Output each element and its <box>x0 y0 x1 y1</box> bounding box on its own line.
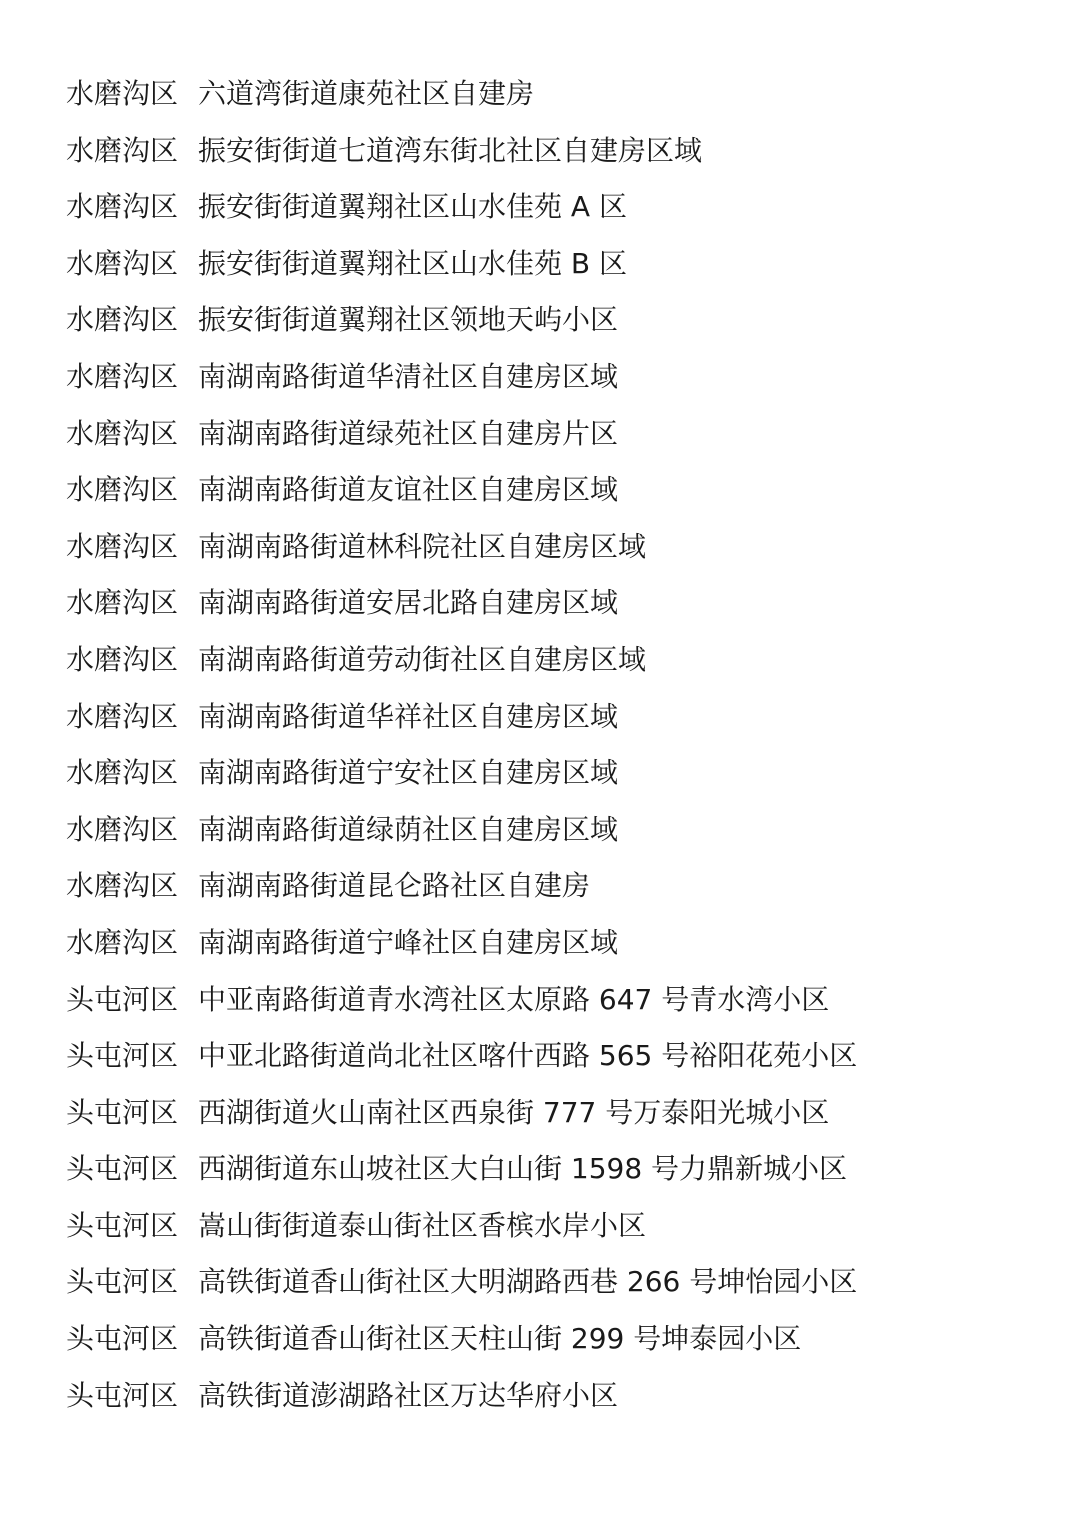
district-name: 水磨沟区 <box>66 190 179 224</box>
place-description: 南湖南路街道劳动街社区自建房区域 <box>198 642 647 676</box>
list-item <box>66 802 857 859</box>
list-item <box>66 575 857 632</box>
list-item <box>66 1311 857 1368</box>
list-item <box>66 236 857 293</box>
place-description: 南湖南路街道华清社区自建房区域 <box>198 359 619 393</box>
district-name: 水磨沟区 <box>66 246 179 280</box>
district-name: 头屯河区 <box>66 1208 179 1242</box>
list-item <box>66 179 857 236</box>
list-item <box>66 123 857 180</box>
district-name: 头屯河区 <box>66 1095 179 1129</box>
district-name: 水磨沟区 <box>66 812 179 846</box>
district-name: 水磨沟区 <box>66 642 179 676</box>
place-description: 六道湾街道康苑社区自建房 <box>198 77 535 110</box>
district-name: 头屯河区 <box>66 982 179 1016</box>
district-name: 水磨沟区 <box>66 473 179 507</box>
district-name: 头屯河区 <box>66 1378 179 1412</box>
district-name: 头屯河区 <box>66 1265 179 1299</box>
place-description: 嵩山街街道泰山街社区香槟水岸小区 <box>198 1208 647 1242</box>
place-description: 南湖南路街道安居北路自建房区域 <box>198 586 619 620</box>
district-name: 水磨沟区 <box>66 303 179 337</box>
list-item <box>66 1368 857 1425</box>
place-description: 振安街街道翼翔社区领地天屿小区 <box>198 303 619 337</box>
place-description: 高铁街道香山街社区天柱山街 299 号坤泰园小区 <box>198 1322 802 1356</box>
place-description: 南湖南路街道昆仑路社区自建房 <box>198 869 591 903</box>
list-item <box>66 292 857 349</box>
place-description: 南湖南路街道宁安社区自建房区域 <box>198 756 619 790</box>
list-item <box>66 1254 857 1311</box>
place-description: 振安街街道七道湾东街北社区自建房区域 <box>198 133 703 167</box>
place-description: 南湖南路街道绿荫社区自建房区域 <box>198 812 619 846</box>
place-description: 南湖南路街道林科院社区自建房区域 <box>198 529 647 563</box>
list-item <box>66 349 857 406</box>
place-description: 高铁街道澎湖路社区万达华府小区 <box>198 1378 619 1412</box>
list-item <box>66 66 857 123</box>
place-description: 南湖南路街道绿苑社区自建房片区 <box>198 416 619 450</box>
list-item <box>66 406 857 463</box>
district-name: 头屯河区 <box>66 1039 179 1073</box>
list-item <box>66 1198 857 1255</box>
list-item <box>66 915 857 972</box>
place-description: 西湖街道东山坡社区大白山街 1598 号力鼎新城小区 <box>198 1152 848 1186</box>
list-item <box>66 858 857 915</box>
place-description: 中亚北路街道尚北社区喀什西路 565 号裕阳花苑小区 <box>198 1039 858 1073</box>
place-description: 南湖南路街道友谊社区自建房区域 <box>198 473 619 507</box>
place-description: 西湖街道火山南社区西泉街 777 号万泰阳光城小区 <box>198 1095 830 1129</box>
list-item <box>66 689 857 746</box>
district-name: 水磨沟区 <box>66 756 179 790</box>
place-description: 南湖南路街道宁峰社区自建房区域 <box>198 925 619 959</box>
district-name: 水磨沟区 <box>66 359 179 393</box>
address-list <box>66 66 857 1424</box>
place-description: 振安街街道翼翔社区山水佳苑 B 区 <box>198 246 628 280</box>
district-name: 头屯河区 <box>66 1152 179 1186</box>
list-item <box>66 745 857 802</box>
place-description: 中亚南路街道青水湾社区太原路 647 号青水湾小区 <box>198 982 830 1016</box>
district-name: 水磨沟区 <box>66 133 179 167</box>
district-name: 水磨沟区 <box>66 869 179 903</box>
district-name: 水磨沟区 <box>66 586 179 620</box>
list-item <box>66 632 857 689</box>
list-item <box>66 1141 857 1198</box>
district-name: 水磨沟区 <box>66 77 179 110</box>
list-item <box>66 972 857 1029</box>
place-description: 振安街街道翼翔社区山水佳苑 A 区 <box>198 190 627 224</box>
place-description: 高铁街道香山街社区大明湖路西巷 266 号坤怡园小区 <box>198 1265 858 1299</box>
district-name: 头屯河区 <box>66 1322 179 1356</box>
place-description: 南湖南路街道华祥社区自建房区域 <box>198 699 619 733</box>
district-name: 水磨沟区 <box>66 699 179 733</box>
list-item <box>66 462 857 519</box>
district-name: 水磨沟区 <box>66 925 179 959</box>
district-name: 水磨沟区 <box>66 529 179 563</box>
list-item <box>66 1085 857 1142</box>
list-item <box>66 519 857 576</box>
list-item <box>66 1028 857 1085</box>
district-name: 水磨沟区 <box>66 416 179 450</box>
